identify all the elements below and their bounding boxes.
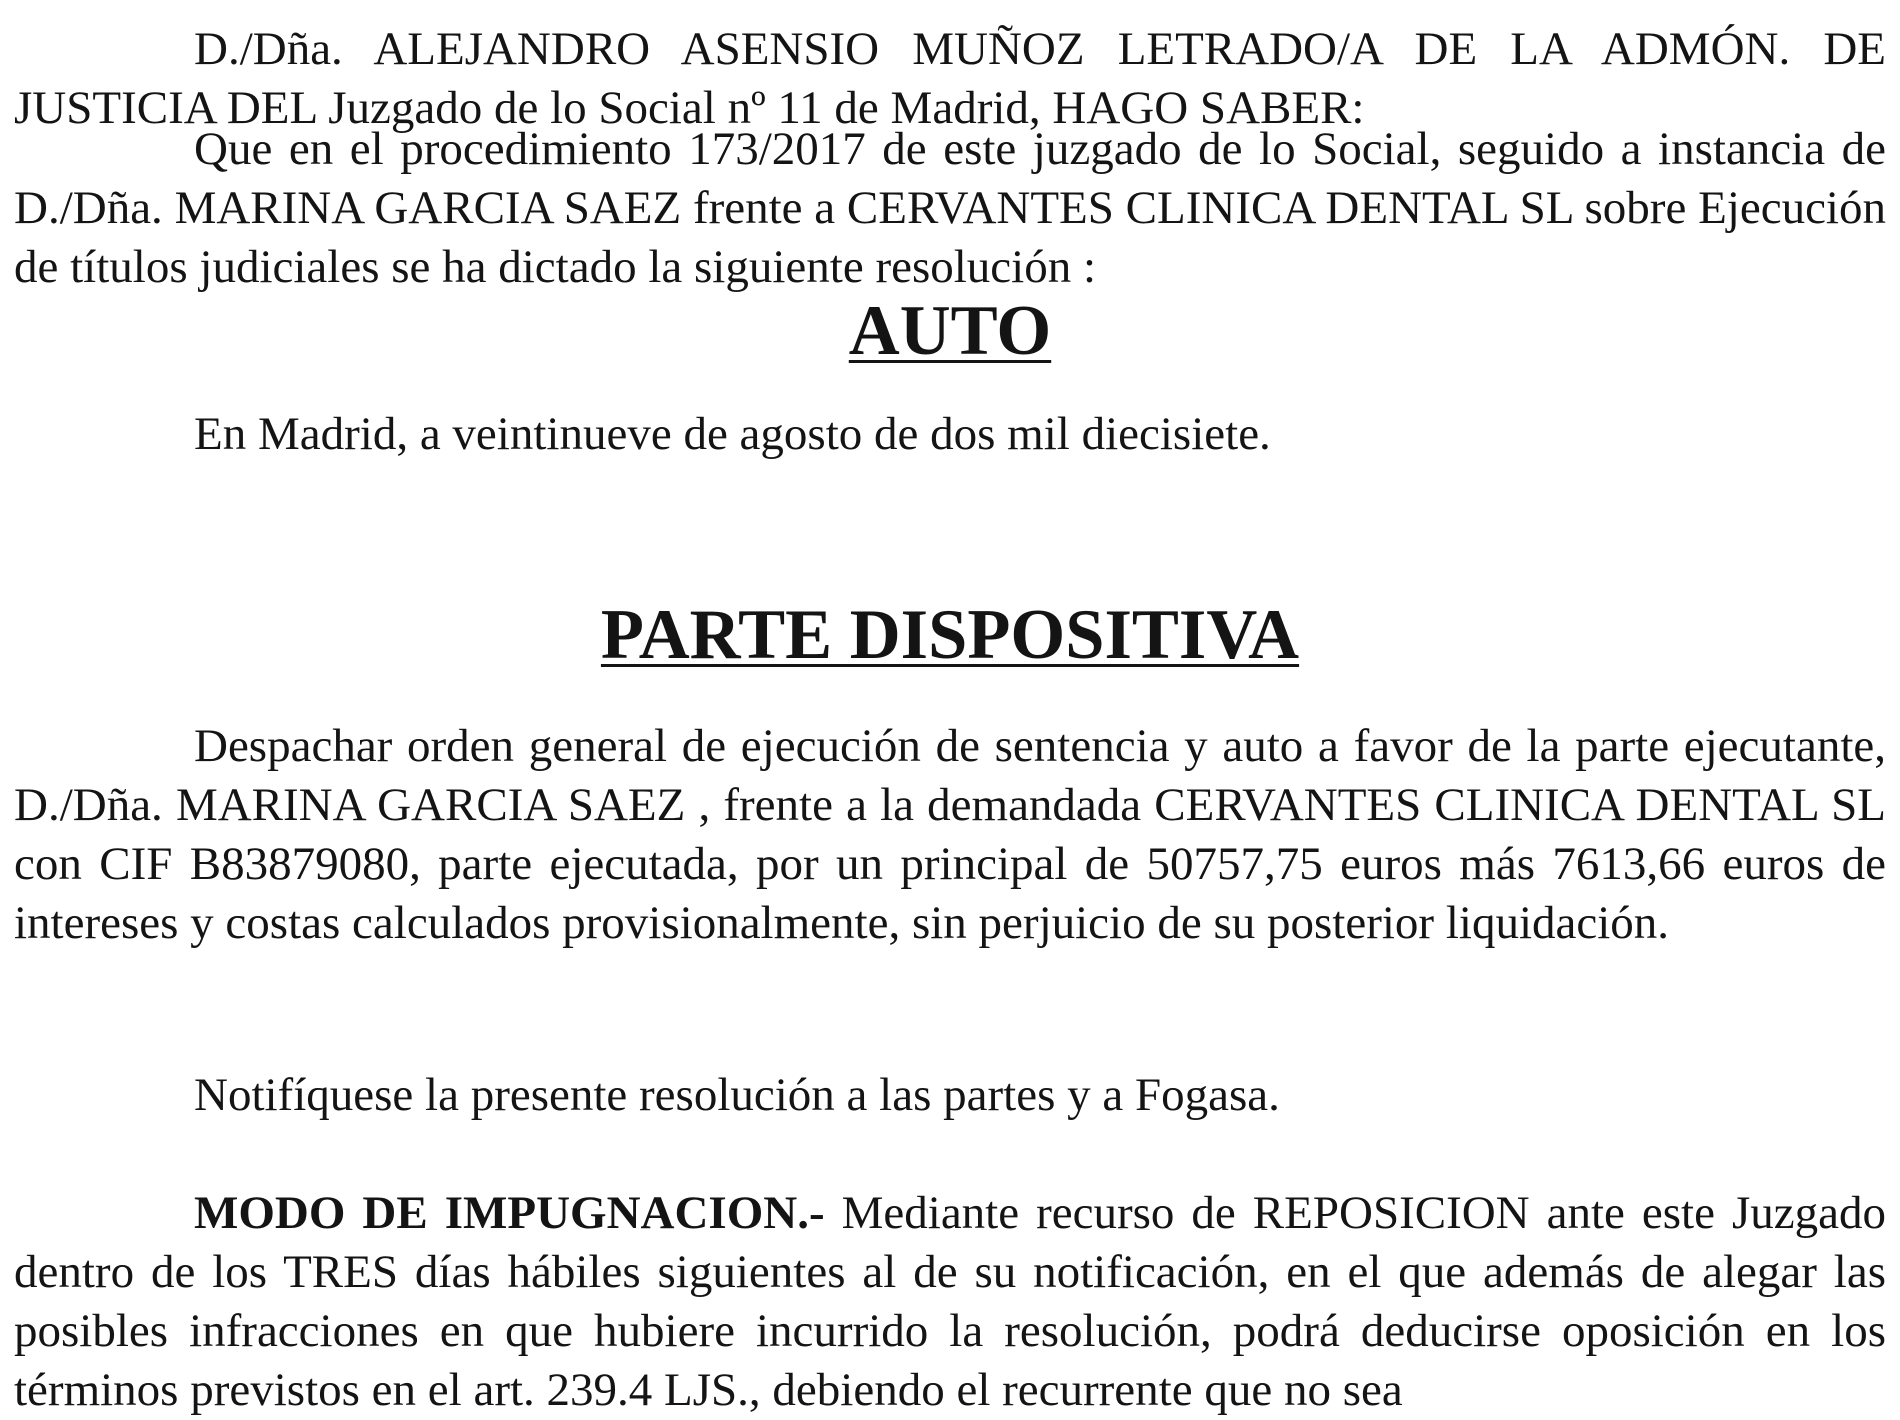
impugnacion-label: MODO DE IMPUGNACION.- [194,1187,825,1239]
parte-dispositiva-heading: PARTE DISPOSITIVA [600,596,1300,674]
impugnacion-text: Mediante recurso de REPOSICION ante este Juzgado dentro de los TRES días hábiles siguientes al de su notificación, en el que además de alegar las posibles infracciones en que hubiere incurrido la resolución, podrá deducirse oposición en los términos previstos en el art. 239.4 LJS., debiendo el recurrente que no sea [14,1187,1886,1416]
notification-paragraph: Notifíquese la presente resolución a las partes y a Fogasa. [194,1069,1280,1121]
impugnacion-paragraph [14,1184,1886,1420]
date-line: En Madrid, a veintinueve de agosto de dos mil diecisiete. [194,408,1271,460]
dispositiva-paragraph: Despachar orden general de ejecución de sentencia y auto a favor de la parte ejecutante, D./Dña. MARINA GARCIA SAEZ , frente a la demandada CERVANTES CLINICA DENTAL SL con CIF B83879080, parte ejecutada, por un principal de 50757,75 euros más 7613,66 euros de intereses y costas calculados provisionalmente, sin perjuicio de su posterior liquidación. [14,720,1886,949]
auto-heading: AUTO [848,292,1052,370]
procedure-paragraph: Que en el procedimiento 173/2017 de este juzgado de lo Social, seguido a instancia de D./Dña. MARINA GARCIA SAEZ frente a CERVANTES CLINICA DENTAL SL sobre Ejecución de títulos judiciales se ha dictado la siguiente resolución : [14,123,1886,293]
intro-paragraph: D./Dña. ALEJANDRO ASENSIO MUÑOZ LETRADO/A DE LA ADMÓN. DE JUSTICIA DEL Juzgado de lo Social nº 11 de Madrid, HAGO SABER: [14,23,1886,134]
